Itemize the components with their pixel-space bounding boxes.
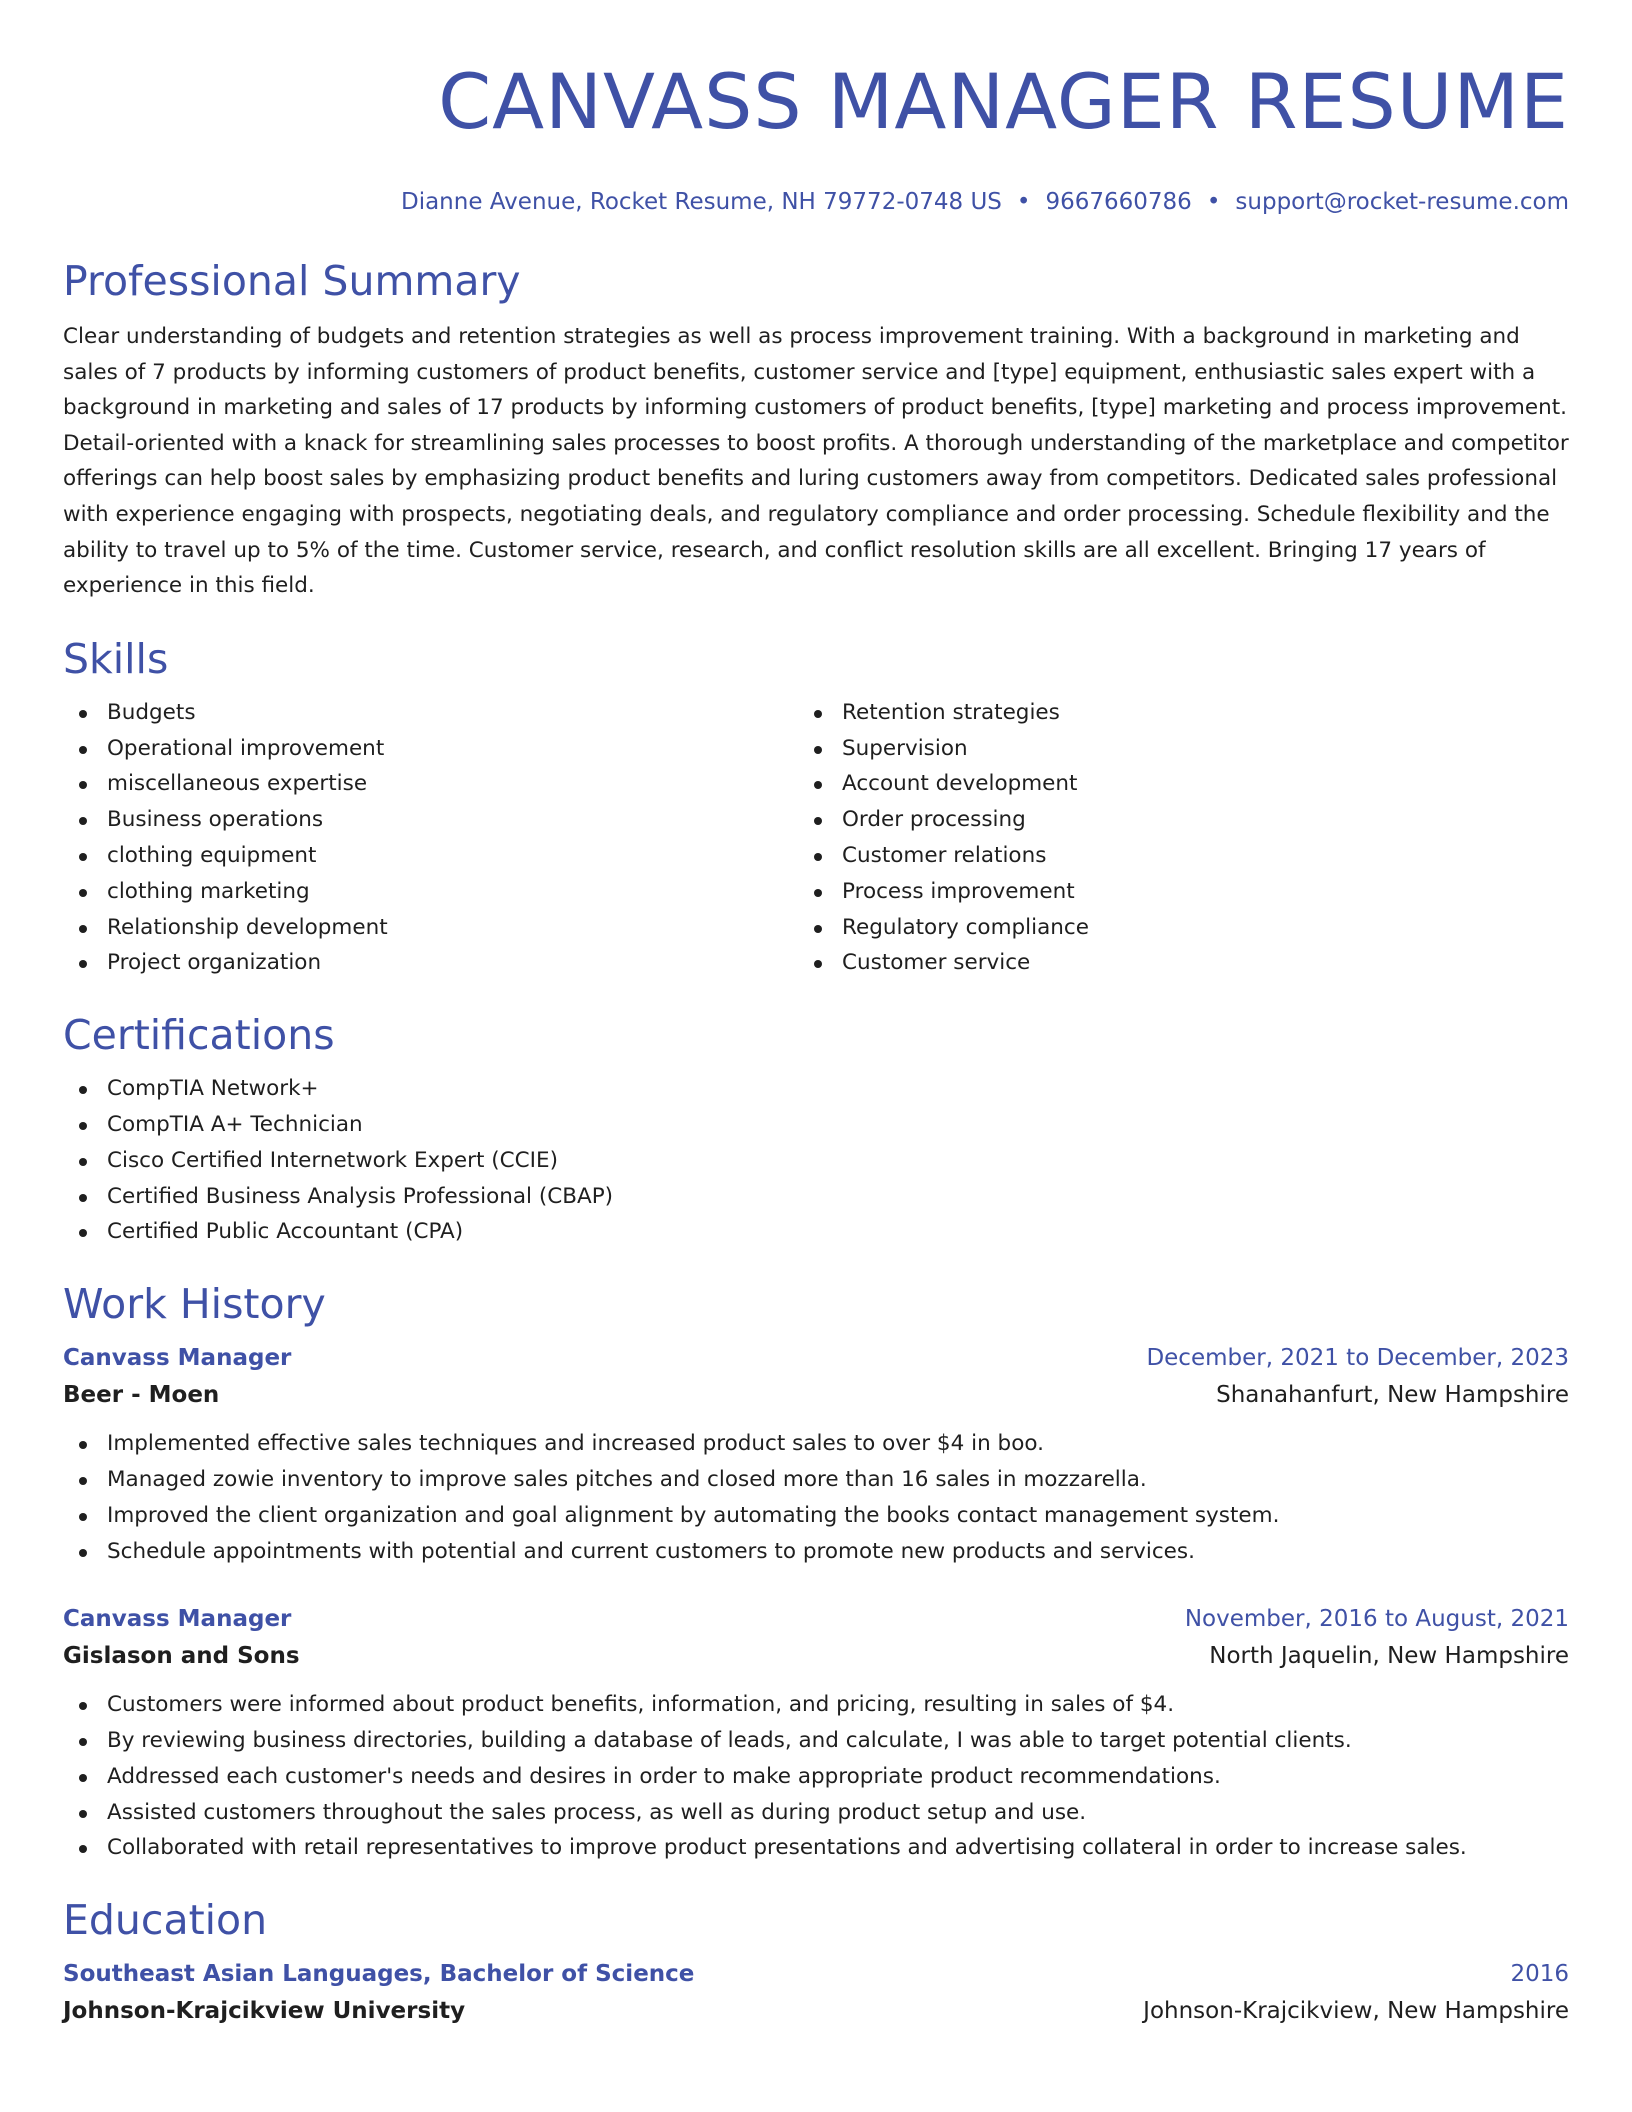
work-history-heading: Work History (63, 1280, 326, 1329)
skill-item: Customer relations (798, 838, 1533, 874)
certification-item: CompTIA A+ Technician (63, 1107, 1569, 1143)
skill-item: Process improvement (798, 874, 1533, 910)
skill-item: Account development (798, 766, 1533, 802)
job-bullet: Implemented effective sales techniques and increased product sales to over $4 in boo. (63, 1426, 1569, 1462)
contact-address: Dianne Avenue, Rocket Resume, NH 79772-0748 US (400, 189, 1002, 215)
job-header (63, 1340, 1569, 1377)
skill-item: Project organization (63, 945, 798, 981)
skills-column-right (798, 695, 1533, 981)
summary-heading: Professional Summary (63, 257, 521, 305)
certification-item: Certified Business Analysis Professional (CBAP) (63, 1179, 1569, 1215)
skill-item: Regulatory compliance (798, 910, 1533, 946)
skill-item: Retention strategies (798, 695, 1533, 731)
job-header (63, 1601, 1569, 1638)
job-bullet: Improved the client organization and goal alignment by automating the books contact management system. (63, 1498, 1569, 1534)
certification-item: Cisco Certified Internetwork Expert (CCIE) (63, 1143, 1569, 1179)
skill-item: Customer service (798, 945, 1533, 981)
job-subheader (63, 1638, 1569, 1675)
skills-column-left (63, 695, 798, 981)
job-bullet: Customers were informed about product benefits, information, and pricing, resulting in sales of $4. (63, 1687, 1569, 1723)
job-location: Shanahanfurt, New Hampshire (1216, 1382, 1569, 1409)
job-location: North Jaquelin, New Hampshire (1209, 1643, 1569, 1670)
job-bullets (63, 1426, 1569, 1569)
job-bullet: Schedule appointments with potential and current customers to promote new products and services. (63, 1534, 1569, 1570)
skill-item: miscellaneous expertise (63, 766, 798, 802)
job-subheader (63, 1377, 1569, 1414)
skill-item: Business operations (63, 802, 798, 838)
education-entry (63, 1956, 1569, 2030)
job-company: Gislason and Sons (63, 1643, 300, 1670)
contact-separator: • (1016, 189, 1031, 215)
education-heading: Education (63, 1896, 268, 1945)
skill-item: Supervision (798, 731, 1533, 767)
contact-separator: • (1206, 189, 1221, 215)
skill-item: Budgets (63, 695, 798, 731)
resume-title: CANVASS MANAGER RESUME (438, 57, 1569, 146)
skill-item: clothing equipment (63, 838, 798, 874)
job-company: Beer - Moen (63, 1382, 220, 1409)
job-bullet: Addressed each customer's needs and desires in order to make appropriate product recommendations. (63, 1759, 1569, 1795)
certifications-heading: Certifications (63, 1011, 335, 1060)
job-title: Canvass Manager (63, 1345, 292, 1372)
education-header (63, 1956, 1569, 1993)
job-dates: November, 2016 to August, 2021 (1184, 1606, 1569, 1633)
skill-item: Operational improvement (63, 731, 798, 767)
skill-item: clothing marketing (63, 874, 798, 910)
skill-item: Order processing (798, 802, 1533, 838)
certification-item: CompTIA Network+ (63, 1071, 1569, 1107)
contact-email: support@rocket-resume.com (1235, 189, 1569, 215)
skill-item: Relationship development (63, 910, 798, 946)
certification-item: Certified Public Accountant (CPA) (63, 1214, 1569, 1250)
job-bullets (63, 1687, 1569, 1866)
job-entry (63, 1340, 1569, 1569)
education-location: Johnson-Krajcikview, New Hampshire (1143, 1998, 1569, 2025)
certifications-list (63, 1071, 1569, 1250)
contact-phone: 9667660786 (1045, 189, 1192, 215)
job-bullet: Managed zowie inventory to improve sales pitches and closed more than 16 sales in mozzarella. (63, 1462, 1569, 1498)
education-year: 2016 (1510, 1961, 1569, 1988)
job-dates: December, 2021 to December, 2023 (1146, 1345, 1569, 1372)
job-bullet: Collaborated with retail representatives to improve product presentations and advertising collateral in order to increase sales. (63, 1830, 1569, 1866)
education-subheader (63, 1993, 1569, 2030)
summary-text: Clear understanding of budgets and retention strategies as well as process improvement training. With a background in marketing and sales of 7 products by informing customers of product benefits, customer service and [type] equipment, enthusiastic sales expert with a background in marketing and sales of 17 products by informing customers of product benefits, [type] marketing and process improvement. Detail-oriented with a knack for streamlining sales processes to boost profits. A thorough understanding of the marketplace and competitor offerings can help boost sales by emphasizing product benefits and luring customers away from competitors. Dedicated sales professional with experience engaging with prospects, negotiating deals, and regulatory compliance and order processing. Schedule flexibility and the ability to travel up to 5% of the time. Customer service, research, and conflict resolution skills are all excellent. Bringing 17 years of experience in this field. (63, 324, 1569, 599)
job-bullet: Assisted customers throughout the sales process, as well as during product setup and use. (63, 1795, 1569, 1831)
skills-list (63, 695, 1569, 981)
skills-heading: Skills (63, 634, 169, 683)
job-title: Canvass Manager (63, 1606, 292, 1633)
contact-line (63, 187, 1569, 217)
education-school: Johnson-Krajcikview University (63, 1998, 466, 2025)
education-degree: Southeast Asian Languages, Bachelor of Science (63, 1961, 695, 1988)
job-entry (63, 1601, 1569, 1866)
job-bullet: By reviewing business directories, building a database of leads, and calculate, I was able to target potential clients. (63, 1723, 1569, 1759)
